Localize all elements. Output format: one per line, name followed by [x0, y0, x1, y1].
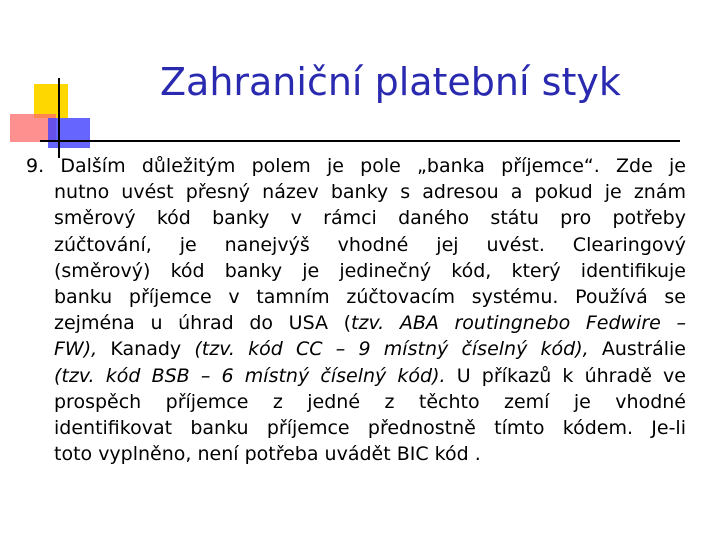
body-paragraph: [26, 153, 686, 467]
text-line: [26, 258, 686, 284]
italic-segment: tzv. ABA routingnebo Fedwire –: [351, 312, 686, 335]
text-line: [26, 284, 686, 310]
text-segment: Austrálie: [588, 338, 686, 361]
logo-yellow-square: [34, 84, 68, 118]
italic-segment: FW),: [54, 338, 98, 361]
italic-segment: (tzv. kód CC – 9 místný číselný kód),: [194, 338, 589, 361]
text-segment: U příkazů k úhradě ve: [445, 364, 686, 387]
text-segment: nutno uvést přesný název banky s adresou a pokud je znám: [54, 181, 686, 204]
title-underline: [40, 140, 680, 142]
text-line: [26, 415, 686, 441]
text-segment: směrový kód banky v rámci daného státu pro potřeby: [54, 207, 686, 230]
text-line: [26, 441, 686, 467]
text-segment: banku příjemce v tamním zúčtovacím systému. Používá se: [54, 286, 686, 309]
text-segment: Kanady: [97, 338, 195, 361]
text-line: [26, 363, 686, 389]
text-line: [26, 205, 686, 231]
text-line: [26, 179, 686, 205]
text-segment: zejména u úhrad do USA (: [54, 312, 352, 335]
italic-segment: (tzv. kód BSB – 6 místný číselný kód).: [54, 364, 446, 387]
text-line: [26, 336, 686, 362]
text-segment: (směrový) kód banky je jedinečný kód, který identifikuje: [54, 259, 686, 282]
text-segment: zúčtování, je nanejvýš vhodné jej uvést. Clearingový: [54, 233, 686, 256]
text-segment: toto vyplněno, není potřeba uvádět BIC kód .: [54, 443, 481, 466]
text-segment: 9. Dalším důležitým polem je pole „banka příjemce“. Zde je: [26, 155, 686, 177]
logo-vertical-line: [58, 78, 60, 158]
text-segment: prospěch příjemce z jedné z těchto zemí je vhodné: [54, 390, 686, 413]
decorative-logo: [0, 0, 100, 150]
text-line: [26, 389, 686, 415]
text-segment: identifikovat banku příjemce přednostně tímto kódem. Je-li: [54, 417, 686, 440]
text-line: [26, 310, 686, 336]
logo-blue-square: [48, 118, 90, 148]
text-line: [26, 153, 686, 179]
text-line: [26, 232, 686, 258]
slide-title: Zahraniční platební styk: [160, 60, 621, 104]
